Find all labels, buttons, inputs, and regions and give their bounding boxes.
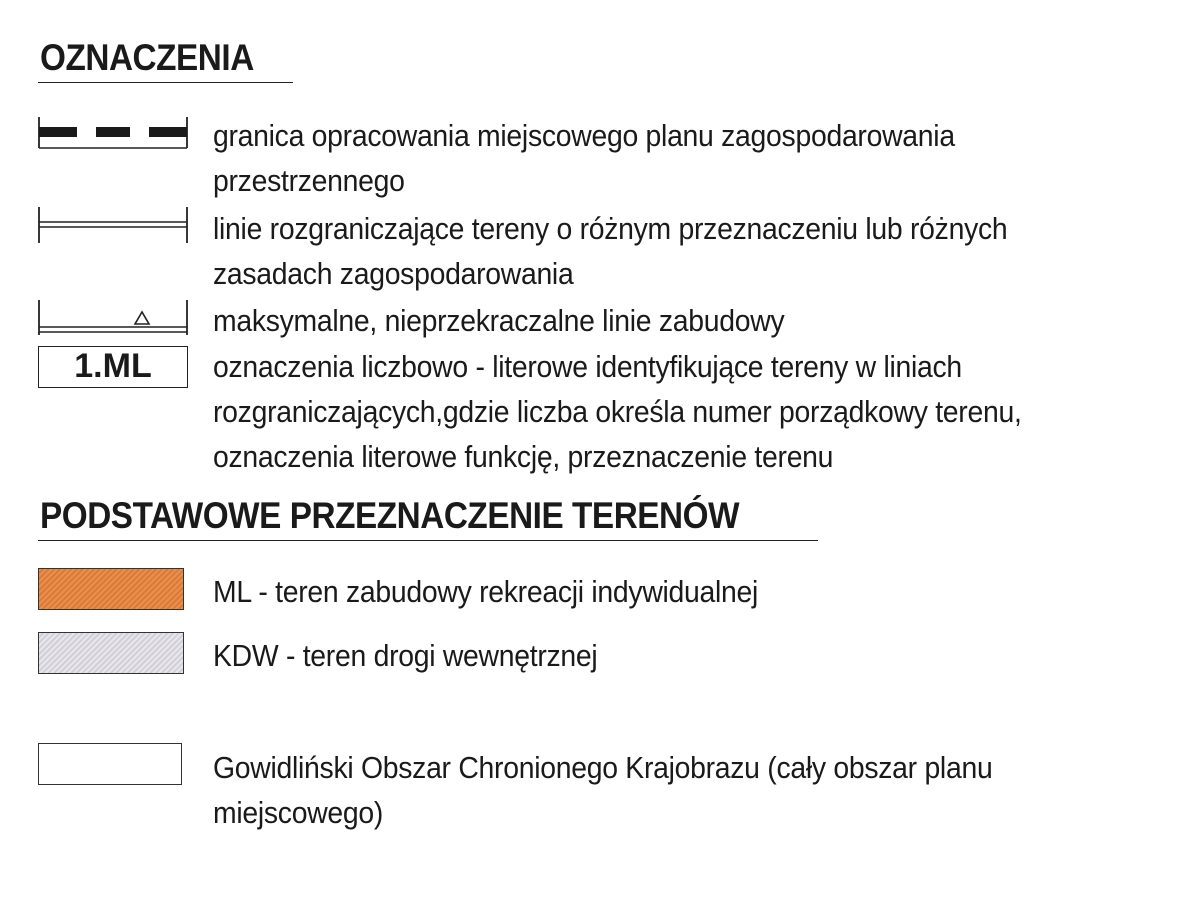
heading-markings-underline — [38, 82, 293, 83]
heading-land-use-underline — [38, 540, 818, 541]
heading-markings: OZNACZENIA — [40, 37, 254, 78]
demarcation-lines-description: linie rozgraniczające tereny o różnym przeznaczeniu lub różnych zasadach zagospodarowania — [213, 212, 1008, 291]
plan-boundary-description: granica opracowania miejscowego planu zagospodarowania przestrzennego — [213, 119, 955, 198]
label-box-description: oznaczenia liczbowo - literowe identyfikujące tereny w liniach rozgraniczających,gdzie liczba określa numer porządkowy terenu, oznaczenia literowe funkcję, przeznaczenie terenu — [213, 350, 1022, 474]
kdw-color-swatch — [38, 632, 184, 674]
protected-landscape-swatch — [38, 743, 182, 785]
label-box-symbol: 1.ML — [38, 346, 188, 388]
demarcation-lines-symbol — [38, 205, 188, 245]
kdw-description: KDW - teren drogi wewnętrznej — [213, 639, 598, 673]
heading-land-use: PODSTAWOWE PRZEZNACZENIE TERENÓW — [40, 495, 740, 536]
plan-boundary-symbol — [38, 115, 188, 149]
building-line-symbol — [38, 298, 188, 336]
ml-description: ML - teren zabudowy rekreacji indywidualnej — [213, 575, 759, 609]
building-line-description: maksymalne, nieprzekraczalne linie zabudowy — [213, 304, 785, 338]
protected-landscape-description: Gowidliński Obszar Chronionego Krajobrazu (cały obszar planu miejscowego) — [213, 751, 993, 830]
ml-color-swatch — [38, 568, 184, 610]
